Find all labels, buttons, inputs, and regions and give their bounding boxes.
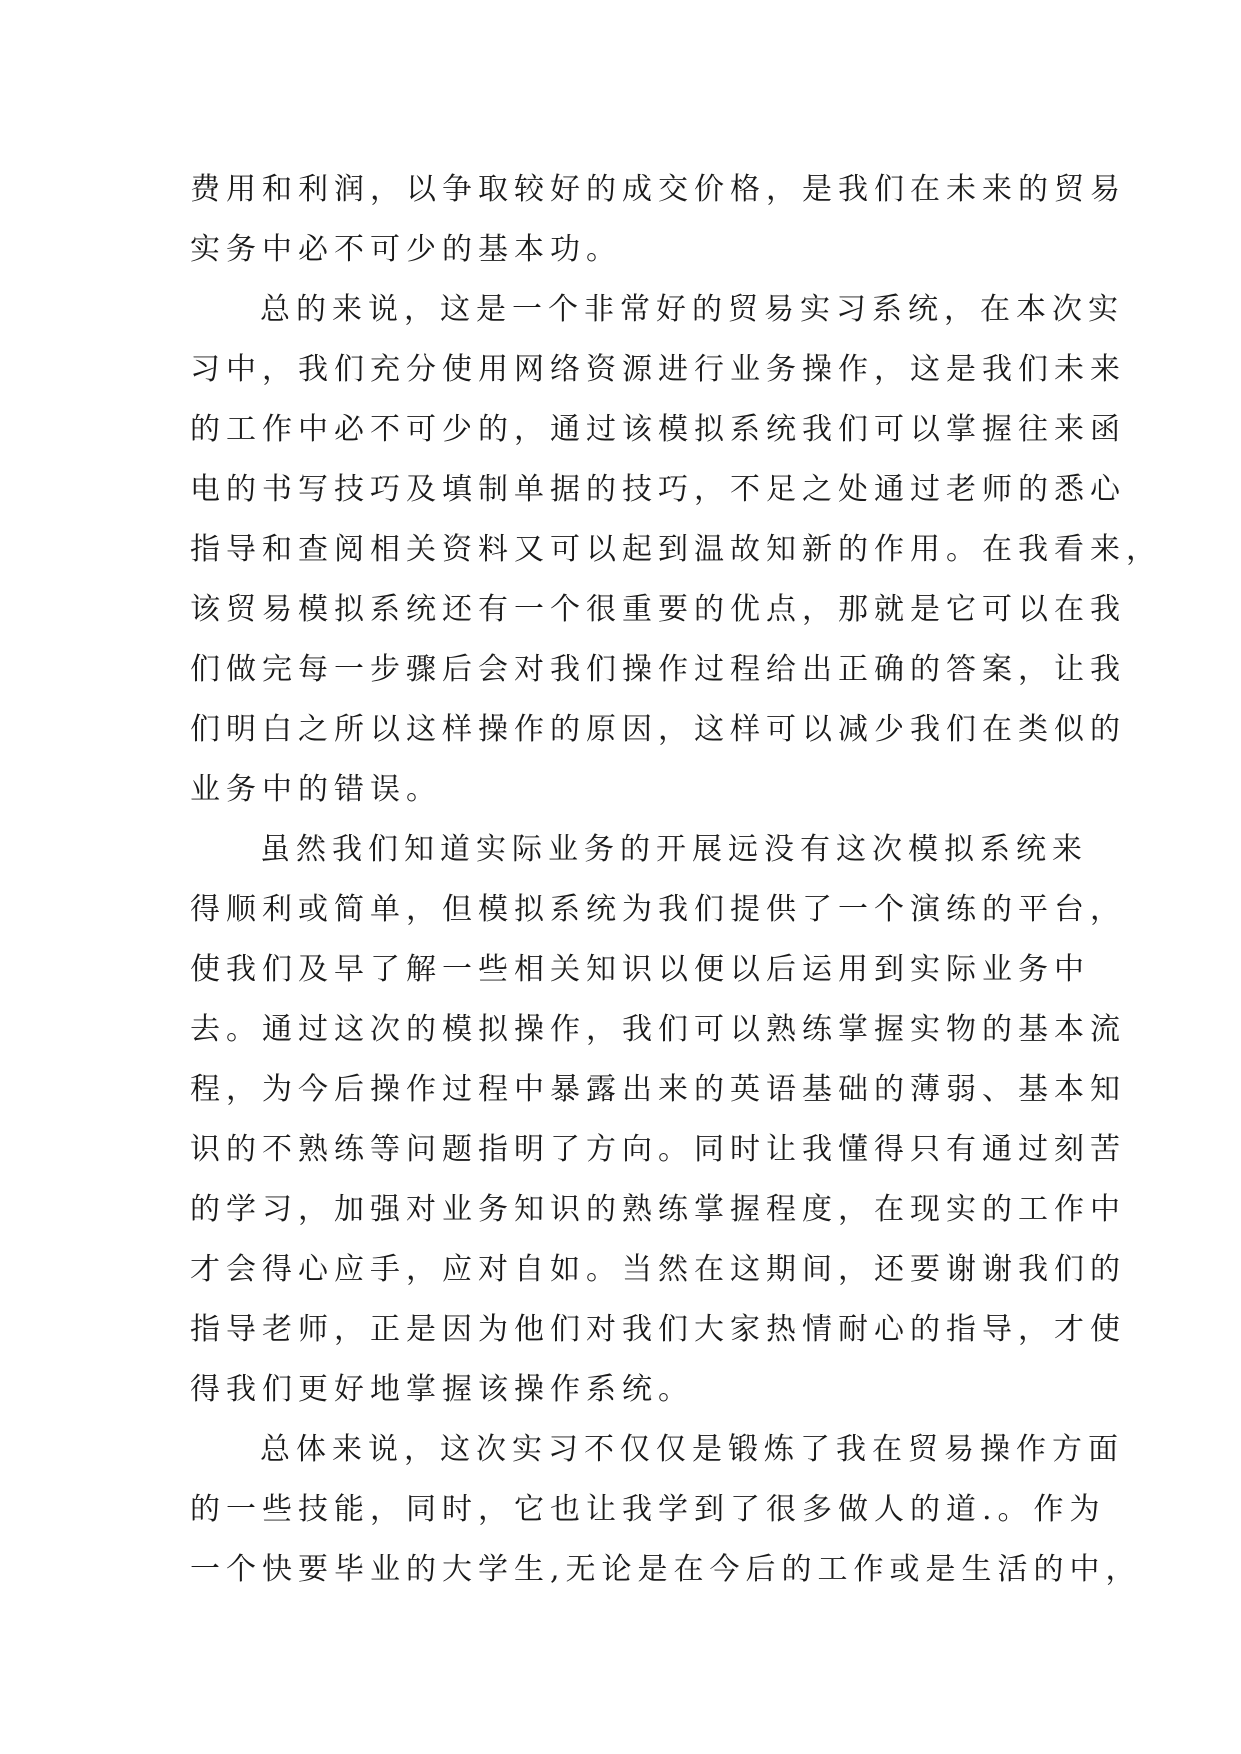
text-line: 该贸易模拟系统还有一个很重要的优点，那就是它可以在我 — [190, 592, 1126, 627]
text-line: 总体来说，这次实习不仅仅是锻炼了我在贸易操作方面 — [260, 1432, 1124, 1467]
text-line: 程，为今后操作过程中暴露出来的英语基础的薄弱、基本知 — [190, 1072, 1126, 1107]
text-line: 总的来说，这是一个非常好的贸易实习系统，在本次实 — [260, 292, 1124, 327]
text-line: 习中，我们充分使用网络资源进行业务操作，这是我们未来 — [190, 352, 1126, 387]
text-line: 们明白之所以这样操作的原因，这样可以减少我们在类似的 — [190, 712, 1126, 747]
body-text — [190, 160, 1162, 1600]
text-line: 的工作中必不可少的，通过该模拟系统我们可以掌握往来函 — [190, 412, 1126, 447]
text-line: 得顺利或简单，但模拟系统为我们提供了一个演练的平台， — [190, 892, 1126, 927]
text-line: 的一些技能，同时，它也让我学到了很多做人的道.。作为 — [190, 1492, 1106, 1527]
text-line: 实务中必不可少的基本功。 — [190, 232, 622, 267]
text-line: 电的书写技巧及填制单据的技巧，不足之处通过老师的悉心 — [190, 472, 1126, 507]
text-line: 们做完每一步骤后会对我们操作过程给出正确的答案，让我 — [190, 652, 1126, 687]
text-line: 才会得心应手，应对自如。当然在这期间，还要谢谢我们的 — [190, 1252, 1126, 1287]
text-line: 指导老师，正是因为他们对我们大家热情耐心的指导，才使 — [190, 1312, 1126, 1347]
text-line: 的学习，加强对业务知识的熟练掌握程度，在现实的工作中 — [190, 1192, 1126, 1227]
text-line: 费用和利润，以争取较好的成交价格，是我们在未来的贸易 — [190, 172, 1126, 207]
text-line: 业务中的错误。 — [190, 772, 442, 807]
text-line: 得我们更好地掌握该操作系统。 — [190, 1372, 694, 1407]
text-line: 去。通过这次的模拟操作，我们可以熟练掌握实物的基本流 — [190, 1012, 1126, 1047]
text-line: 使我们及早了解一些相关知识以便以后运用到实际业务中 — [190, 952, 1090, 987]
text-line: 识的不熟练等问题指明了方向。同时让我懂得只有通过刻苦 — [190, 1132, 1126, 1167]
text-line: 一个快要毕业的大学生,无论是在今后的工作或是生活的中， — [190, 1552, 1142, 1587]
text-line: 虽然我们知道实际业务的开展远没有这次模拟系统来 — [260, 832, 1088, 867]
text-line: 指导和查阅相关资料又可以起到温故知新的作用。在我看来， — [190, 532, 1162, 567]
